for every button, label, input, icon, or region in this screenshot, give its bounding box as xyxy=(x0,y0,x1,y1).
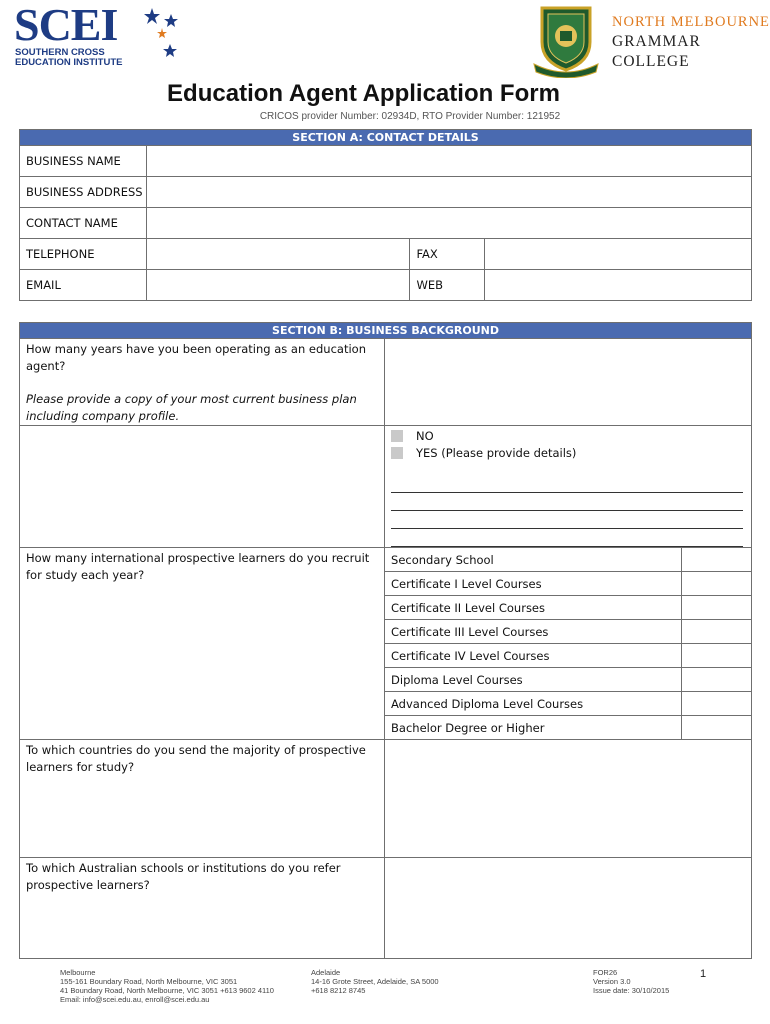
star-icons xyxy=(128,4,186,60)
level-count-field[interactable] xyxy=(681,572,751,596)
yes-option-label: YES (Please provide details) xyxy=(416,446,577,460)
years-operating-field[interactable] xyxy=(385,339,752,426)
business-plan-text: Please provide a copy of your most current business plan including company profile. xyxy=(26,392,357,423)
footer-document-info xyxy=(593,968,669,995)
details-line[interactable] xyxy=(391,511,743,529)
level-count-field[interactable] xyxy=(681,644,751,668)
level-label: Certificate II Level Courses xyxy=(385,596,682,620)
countries-question: To which countries do you send the majority of prospective learners for study? xyxy=(20,740,385,858)
level-label: Certificate III Level Courses xyxy=(385,620,682,644)
fax-label: FAX xyxy=(410,239,485,270)
telephone-field[interactable] xyxy=(146,239,410,270)
level-count-field[interactable] xyxy=(681,668,751,692)
star-icon xyxy=(157,28,167,38)
star-icon xyxy=(164,14,178,27)
yes-checkbox[interactable] xyxy=(391,447,403,459)
form-title: Education Agent Application Form xyxy=(167,80,560,107)
college-name xyxy=(612,12,770,72)
footer-issue-date: Issue date: 30/10/2015 xyxy=(593,986,670,995)
level-label: Bachelor Degree or Higher xyxy=(385,716,682,740)
footer-version: Version 3.0 xyxy=(593,977,631,986)
contact-name-label: CONTACT NAME xyxy=(20,208,147,239)
details-line[interactable] xyxy=(391,493,743,511)
footer-adl-phone: +618 8212 8745 xyxy=(311,986,366,995)
footer-adelaide xyxy=(311,968,439,995)
section-b-heading: SECTION B: BUSINESS BACKGROUND xyxy=(20,323,752,339)
email-label: EMAIL xyxy=(20,270,147,301)
level-count-field[interactable] xyxy=(681,692,751,716)
college-name-line1: NORTH MELBOURNE xyxy=(612,14,770,30)
telephone-label: TELEPHONE xyxy=(20,239,147,270)
footer-adl-title: Adelaide xyxy=(311,968,341,977)
details-line[interactable] xyxy=(391,475,743,493)
star-icon xyxy=(163,44,177,57)
level-label: Diploma Level Courses xyxy=(385,668,682,692)
page-number: 1 xyxy=(700,968,707,980)
footer-doc-code: FOR26 xyxy=(593,968,618,977)
footer-mel-addr1: 155-161 Boundary Road, North Melbourne, VIC 3051 xyxy=(60,977,238,986)
level-count-field[interactable] xyxy=(681,548,751,572)
institutions-field[interactable] xyxy=(385,858,752,959)
college-crest-icon xyxy=(528,2,604,78)
scei-sub-line1: SOUTHERN CROSS xyxy=(15,47,105,58)
institutions-question: To which Australian schools or institutions do you refer prospective learners? xyxy=(20,858,385,959)
section-b-table xyxy=(19,322,752,959)
web-field[interactable] xyxy=(485,270,752,301)
level-label: Advanced Diploma Level Courses xyxy=(385,692,682,716)
star-icon xyxy=(144,8,160,24)
footer-mel-email: Email: info@scei.edu.au, enroll@scei.edu.au xyxy=(60,995,210,1004)
contact-name-field[interactable] xyxy=(146,208,751,239)
footer-melbourne xyxy=(60,968,274,1004)
fax-field[interactable] xyxy=(485,239,752,270)
level-count-field[interactable] xyxy=(681,596,751,620)
level-count-field[interactable] xyxy=(681,620,751,644)
no-checkbox[interactable] xyxy=(391,430,403,442)
level-label: Secondary School xyxy=(385,548,682,572)
scei-subtitle xyxy=(15,48,123,68)
business-address-field[interactable] xyxy=(146,177,751,208)
years-operating-text: How many years have you been operating as an education agent? xyxy=(26,342,366,373)
footer-mel-addr2: 41 Boundary Road, North Melbourne, VIC 3051 +613 9602 4110 xyxy=(60,986,274,995)
provider-numbers: CRICOS provider Number: 02934D, RTO Provider Number: 121952 xyxy=(259,111,561,122)
no-option-label: NO xyxy=(416,429,434,443)
business-address-label: BUSINESS ADDRESS xyxy=(20,177,147,208)
footer-mel-title: Melbourne xyxy=(60,968,96,977)
email-field[interactable] xyxy=(146,270,410,301)
web-label: WEB xyxy=(410,270,485,301)
section-a-heading: SECTION A: CONTACT DETAILS xyxy=(20,130,752,146)
business-name-label: BUSINESS NAME xyxy=(20,146,147,177)
learners-recruited-question: How many international prospective learners do you recruit for study each year? xyxy=(20,548,385,740)
level-label: Certificate IV Level Courses xyxy=(385,644,682,668)
college-name-line2: GRAMMAR COLLEGE xyxy=(612,33,701,70)
level-count-field[interactable] xyxy=(681,716,751,740)
scei-logo: SCEI xyxy=(14,0,118,50)
business-name-field[interactable] xyxy=(146,146,751,177)
footer-adl-addr: 14-16 Grote Street, Adelaide, SA 5000 xyxy=(311,977,439,986)
section-a-table xyxy=(19,129,752,301)
business-plan-answer-cell xyxy=(385,426,752,548)
years-operating-question xyxy=(20,339,385,426)
business-plan-blank-cell xyxy=(20,426,385,548)
scei-sub-line2: EDUCATION INSTITUTE xyxy=(15,57,123,68)
details-line[interactable] xyxy=(391,529,743,547)
countries-field[interactable] xyxy=(385,740,752,858)
level-label: Certificate I Level Courses xyxy=(385,572,682,596)
